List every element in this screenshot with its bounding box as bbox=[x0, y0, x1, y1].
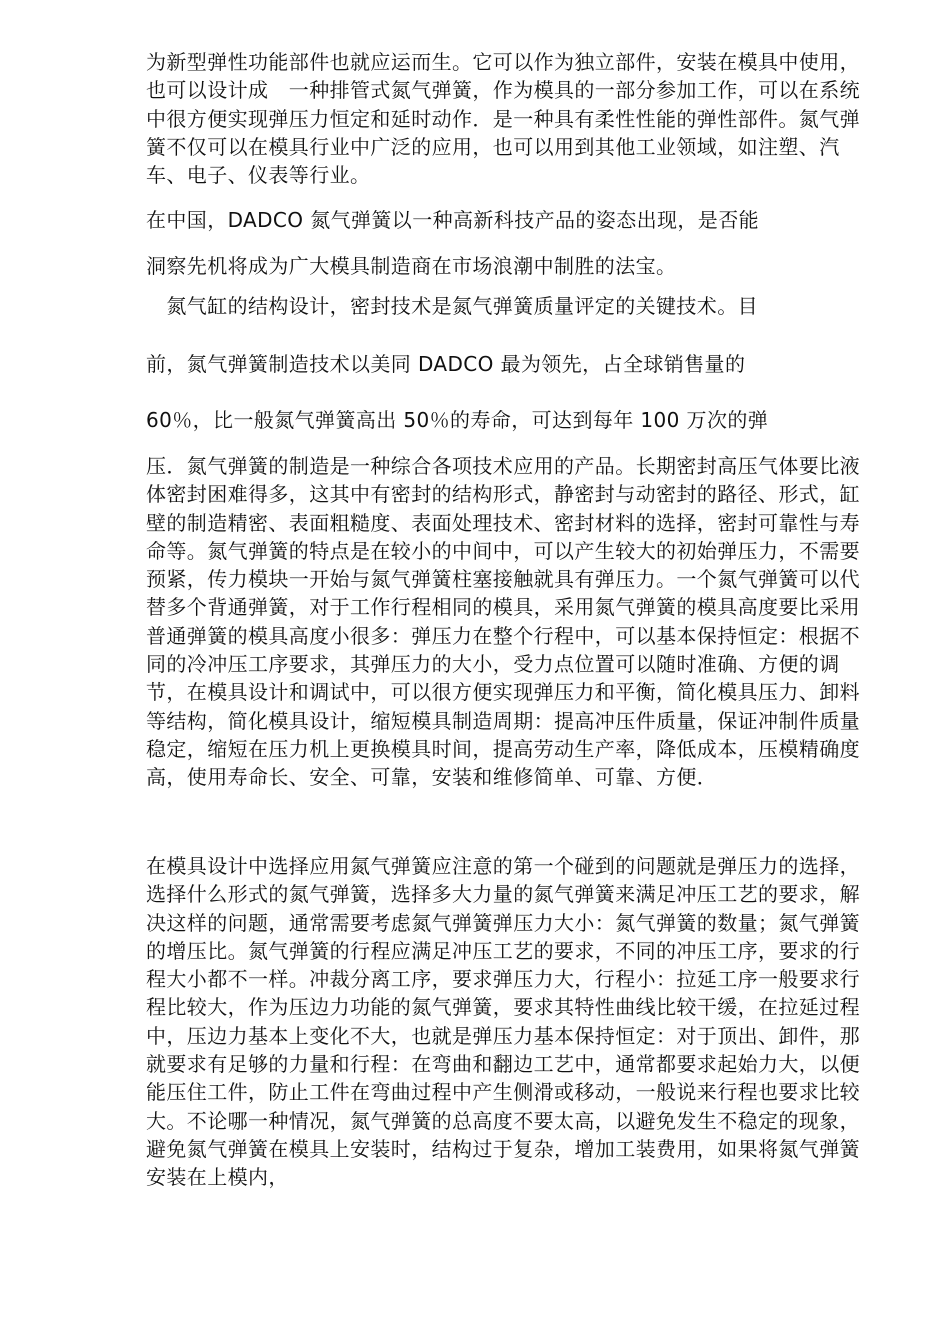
paragraph-structure-line-3: 60％，比一般氮气弹簧高出 50％的寿命，可达到每年 100 万次的弹 bbox=[146, 408, 769, 432]
paragraph-dadco-line-1: 在中国，DADCO 氮气弹簧以一种高新科技产品的姿态出现，是否能 bbox=[146, 208, 759, 232]
paragraph-manufacturing: 压．氮气弹簧的制造是一种综合各项技术应用的产品。长期密封高压气体要比液体密封困难得多，这其中有密封的结构形式，静密封与动密封的路径、形式，缸壁的制造精密、表面粗糙度、表面处理技术、密封材料的选择，密封可靠性与寿命等。氮气弹簧的特点是在较小的中间中，可以产生较大的初始弹压力，不需要预紧，传力模块一开始与氮气弹簧柱塞接触就具有弹压力。一个氮气弹簧可以代替多个背通弹簧，对于工作行程相同的模具，采用氮气弹簧的模具高度要比采用普通弹簧的模具高度小很多：弹压力在整个行程中，可以基本保持恒定：根据不同的冷冲压工序要求，其弹压力的大小，受力点位置可以随时准确、方便的调节，在模具设计和调试中，可以很方便实现弹压力和平衡，简化模具压力、卸料等结构，简化模具设计，缩短模具制造周期：提高冲压件质量，保证冲制件质量稳定，缩短在压力机上更换模具时间，提高劳动生产率，降低成本，压模精确度高，使用寿命长、安全、可靠，安装和维修简单、可靠、方便． bbox=[146, 454, 860, 790]
paragraph-intro: 为新型弹性功能部件也就应运而生。它可以作为独立部件，安装在模具中使用，也可以设计成 一种排管式氮气弹簧，作为模具的一部分参加工作，可以在系统中很方便实现弹压力恒定和延时动作．是一种具有柔性性能的弹性部件。氮气弹簧不仅可以在模具行业中广泛的应用，也可以用到其他工业领域，如注塑、汽车、电子、仪表等行业。 bbox=[146, 50, 860, 188]
paragraph-dadco-line-2: 洞察先机将成为广大模具制造商在市场浪潮中制胜的法宝。 bbox=[146, 254, 677, 278]
paragraph-structure-line-2: 前，氮气弹簧制造技术以美同 DADCO 最为领先，占全球销售量的 bbox=[146, 352, 746, 376]
paragraph-structure-line-1: 氮气缸的结构设计，密封技术是氮气弹簧质量评定的关键技术。目 bbox=[146, 294, 758, 318]
paragraph-design-selection: 在模具设计中选择应用氮气弹簧应注意的第一个碰到的问题就是弹压力的选择，选择什么形式的氮气弹簧，选择多大力量的氮气弹簧来满足冲压工艺的要求，解决这样的问题，通常需要考虑氮气弹簧弹压力大小：氮气弹簧的数量；氮气弹簧的增压比。氮气弹簧的行程应满足冲压工艺的要求，不同的冲压工序，要求的行程大小都不一样。冲裁分离工序，要求弹压力大，行程小：拉延工序一般要求行程比较大，作为压边力功能的氮气弹簧，要求其特性曲线比较干缓，在拉延过程中，压边力基本上变化不大，也就是弹压力基本保持恒定：对于顶出、卸件，那就要求有足够的力量和行程：在弯曲和翻边工艺中，通常都要求起始力大，以便能压住工件，防止工件在弯曲过程中产生侧滑或移动，一般说来行程也要求比较大。不论哪一种情况，氮气弹簧的总高度不要太高，以避免发生不稳定的现象，避免氮气弹簧在模具上安装时，结构过于复杂，增加工装费用，如果将氮气弹簧安装在上模内， bbox=[146, 854, 860, 1190]
